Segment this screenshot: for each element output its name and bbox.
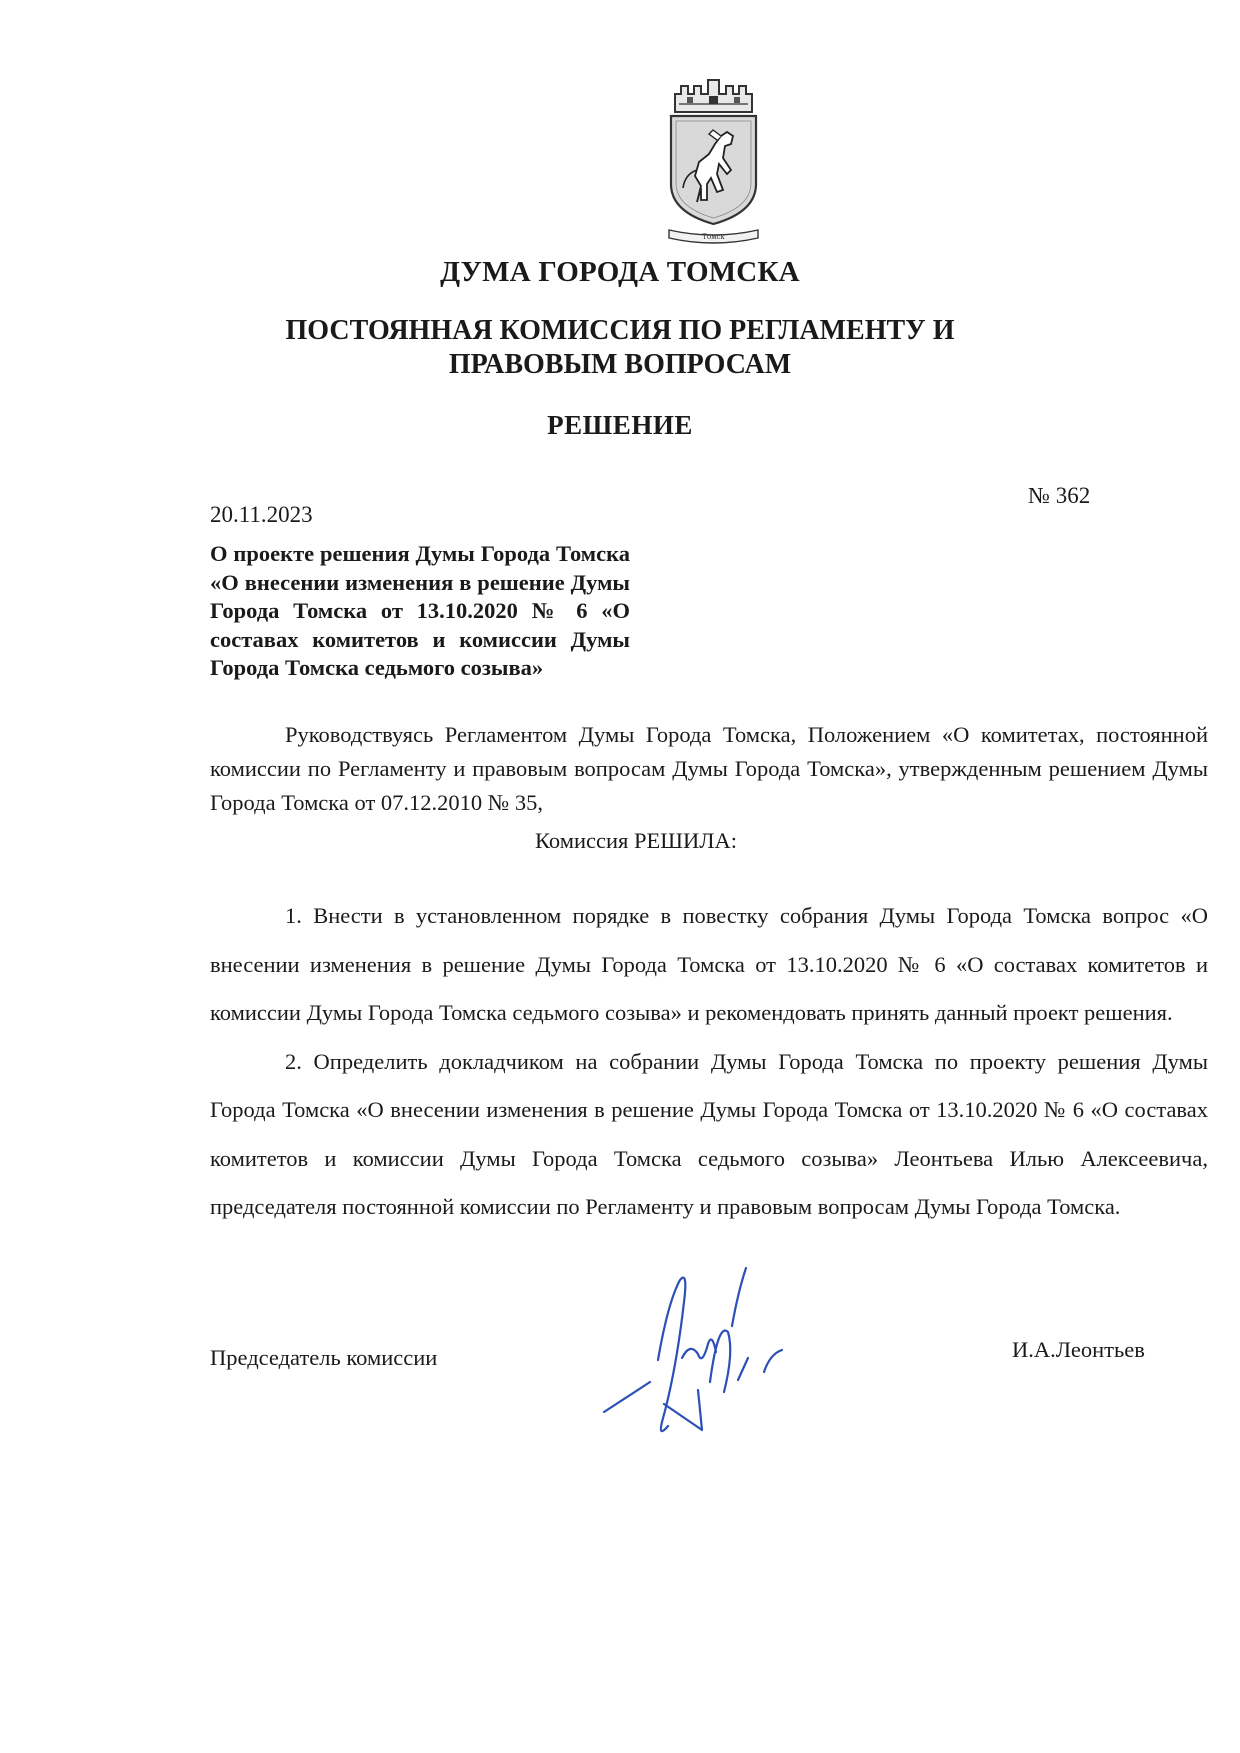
commission-title: ПОСТОЯННАЯ КОМИССИЯ ПО РЕГЛАМЕНТУ И ПРАВОВЫМ ВОПРОСАМ (285, 315, 955, 380)
signatory-role: Председатель комиссии (210, 1345, 438, 1370)
resolution-items (210, 892, 1208, 1232)
resolution-item-2: 2. Определить докладчиком на собрании Думы Города Томска по проекту решения Думы Города Томска «О внесении изменения в решение Думы Города Томска от 13.10.2020 № 6 «О составах комитетов и комиссии Думы Города Томска седьмого созыва» Леонтьева Илью Алексеевича, председателя постоянной комиссии по Регламенту и правовым вопросам Думы Города Томска. (210, 1048, 1208, 1219)
document-number: № 362 (1028, 483, 1091, 508)
tomsk-coat-of-arms-icon (661, 74, 766, 247)
signatory-name: И.А.Леонтьев (1012, 1337, 1145, 1362)
resolution-item-1: 1. Внести в установленном порядке в повестку собрания Думы Города Томска вопрос «О внесении изменения в решение Думы Города Томска от 13.10.2020 № 6 «О составах комитетов и комиссии Думы Города Томска седьмого созыва» и рекомендовать принять данный проект решения. (210, 903, 1208, 1025)
emblem-motto: Томск (702, 233, 725, 241)
organization-title: ДУМА ГОРОДА ТОМСКА (440, 256, 800, 288)
document-type: РЕШЕНИЕ (547, 410, 693, 440)
document-date: 20.11.2023 (210, 502, 313, 527)
resolved-heading: Комиссия РЕШИЛА: (535, 828, 737, 853)
document-subject: О проекте решения Думы Города Томска «О внесении изменения в решение Думы Города Томска от 13.10.2020 № 6 «О составах комитетов и комиссии Думы Города Томска седьмого созыва» (210, 541, 630, 680)
handwritten-signature (598, 1262, 808, 1442)
preamble-paragraph: Руководствуясь Регламентом Думы Города Томска, Положением «О комитетах, постоянной комиссии по Регламенту и правовым вопросам Думы Города Томска», утвержденным решением Думы Города Томска от 07.12.2010 № 35, (210, 722, 1208, 815)
